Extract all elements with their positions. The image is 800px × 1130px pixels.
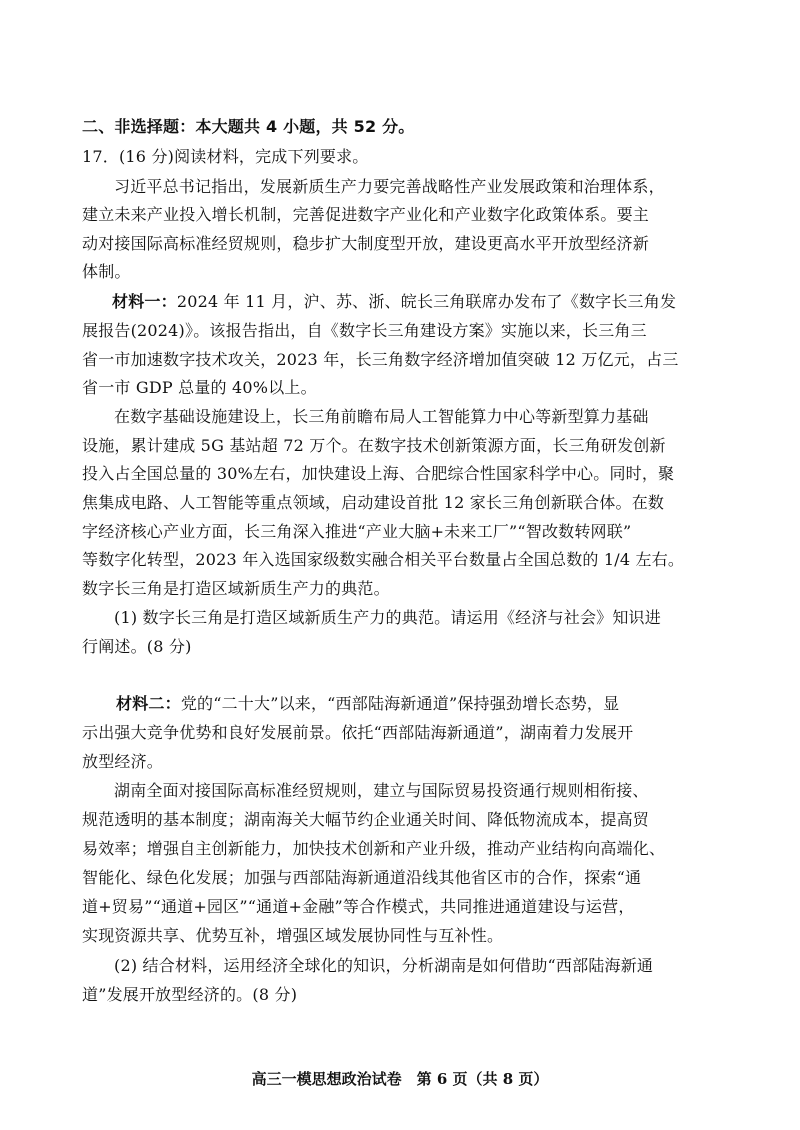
page-footer: 高三一模思想政治试卷 第 6 页（共 8 页） bbox=[251, 1070, 549, 1088]
intro-line: 习近平总书记指出，发展新质生产力要完善战略性产业发展政策和治理体系， bbox=[114, 177, 665, 196]
material1-line: 省一市加速数字技术攻关，2023 年，长三角数字经济增加值突破 12 万亿元，占三 bbox=[82, 350, 679, 369]
material2-p2-line: 智能化、绿色化发展；加强与西部陆海新通道沿线其他省区市的合作，探索“通 bbox=[82, 868, 642, 887]
material1-p2-line: 焦集成电路、人工智能等重点领域，启动建设首批 12 家长三角创新联合体。在数 bbox=[82, 493, 665, 512]
material1-p2-line: 等数字化转型，2023 年入选国家级数实融合相关平台数量占全国总数的 1/4 左右。 bbox=[82, 550, 685, 569]
material1-p2-line: 字经济核心产业方面，长三角深入推进“产业大脑+未来工厂”“智改数转网联” bbox=[82, 522, 632, 541]
material1-p2-line: 投入占全国总量的 30%左右，加快建设上海、合肥综合性国家科学中心。同时，聚 bbox=[82, 464, 675, 483]
intro-line: 体制。 bbox=[82, 262, 131, 281]
material2-label: 材料二： bbox=[116, 694, 181, 713]
material2-line: 示出强大竞争优势和良好发展前景。依托“西部陆海新通道”，湖南着力发展开 bbox=[82, 723, 634, 742]
material1-line bbox=[112, 291, 676, 313]
material2-p2-line: 湖南全面对接国际高标准经贸规则，建立与国际贸易投资通行规则相衔接、 bbox=[114, 781, 649, 800]
material2-p2-line: 实现资源共享、优势互补，增强区域发展协同性与互补性。 bbox=[82, 926, 504, 945]
intro-line: 动对接国际高标准经贸规则，稳步扩大制度型开放，建设更高水平开放型经济新 bbox=[82, 234, 650, 253]
material2-p2-line: 道+贸易”“通道+园区”“通道+金融”等合作模式，共同推进通道建设与运营， bbox=[82, 897, 635, 916]
intro-line: 建立未来产业投入增长机制，完善促进数字产业化和产业数字化政策体系。要主 bbox=[82, 205, 650, 224]
material1-text: 2024 年 11 月，沪、苏、浙、皖长三角联席办发布了《数字长三角发 bbox=[176, 292, 677, 311]
material1-line: 展报告(2024)》。该报告指出，自《数字长三角建设方案》实施以来，长三角三 bbox=[82, 321, 647, 340]
material2-line: 放型经济。 bbox=[82, 752, 164, 771]
material1-p2-line: 在数字基础设施建设上，长三角前瞻布局人工智能算力中心等新型算力基础 bbox=[114, 407, 649, 426]
section-title: 二、非选择题：本大题共 4 小题，共 52 分。 bbox=[82, 117, 415, 136]
material1-p2-line: 设施，累计建成 5G 基站超 72 万个。在数字技术创新策源方面，长三角研发创新 bbox=[82, 436, 666, 455]
material2-line bbox=[116, 693, 619, 715]
material2-p2-line: 规范透明的基本制度；湖南海关大幅节约企业通关时间、降低物流成本，提高贸 bbox=[82, 810, 650, 829]
material2-text: 党的“二十大”以来，“西部陆海新通道”保持强劲增长态势，显 bbox=[180, 694, 620, 713]
material1-p2-line: 数字长三角是打造区域新质生产力的典范。 bbox=[82, 579, 390, 598]
question-header: 17．(16 分)阅读材料，完成下列要求。 bbox=[82, 147, 369, 166]
question-1: 行阐述。(8 分) bbox=[82, 637, 192, 656]
question-2: (2) 结合材料，运用经济全球化的知识，分析湖南是如何借助“西部陆海新通 bbox=[114, 956, 654, 975]
material1-line: 省一市 GDP 总量的 40%以上。 bbox=[82, 378, 317, 397]
question-2: 道”发展开放型经济的。(8 分) bbox=[82, 985, 298, 1004]
question-1: (1) 数字长三角是打造区域新质生产力的典范。请运用《经济与社会》知识进 bbox=[114, 608, 661, 627]
material2-p2-line: 易效率；增强自主创新能力，加快技术创新和产业升级，推动产业结构向高端化、 bbox=[82, 839, 666, 858]
material1-label: 材料一： bbox=[112, 292, 177, 311]
